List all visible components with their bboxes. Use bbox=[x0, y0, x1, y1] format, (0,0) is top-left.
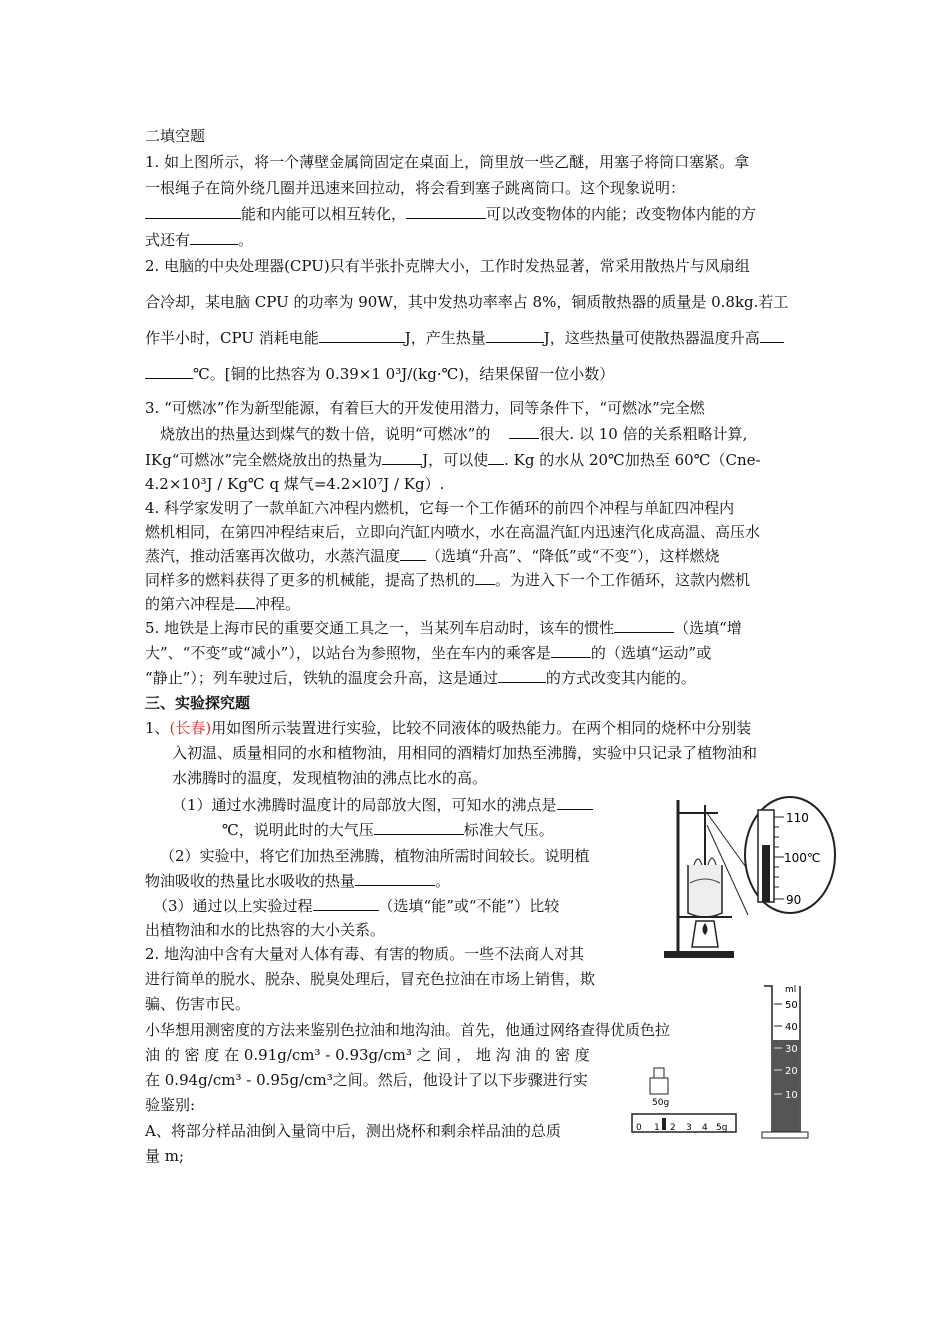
section3-title: 三、实验探究题 bbox=[145, 694, 251, 712]
s3q1-line2: 入初温、质量相同的水和植物油，用相同的酒精灯加热至沸腾，实验中只记录了植物油和 bbox=[172, 744, 758, 762]
svg-text:3: 3 bbox=[686, 1123, 692, 1133]
q1-line4: 式还有 。 bbox=[145, 231, 254, 249]
s3q2-line8: A、将部分样品油倒入量筒中后，测出烧杯和剩余样品油的总质 bbox=[145, 1122, 561, 1140]
s3q1-line1: 1、(长春)用如图所示装置进行实验，比较不同液体的吸热能力。在两个相同的烧杯中分别装 bbox=[145, 719, 752, 737]
svg-text:2: 2 bbox=[670, 1123, 676, 1133]
q5-line1: 5. 地铁是上海市民的重要交通工具之一，当某列车启动时，该车的惯性 （选填“增 bbox=[145, 619, 742, 637]
s3q2-line5: 油 的 密 度 在 0.91g/cm³ - 0.93g/cm³ 之 间 ， 地 沟 油 的 密 度 bbox=[145, 1046, 590, 1064]
q1-line1: 1. 如上图所示，将一个薄壁金属筒固定在桌面上，筒里放一些乙醚，用塞子将筒口塞紧。拿 bbox=[145, 153, 750, 171]
s3q1-2-line1: （2）实验中，将它们加热至沸腾，植物油所需时间较长。说明植 bbox=[160, 847, 590, 865]
q4-line2: 燃机相同，在第四冲程结束后，立即向汽缸内喷水，水在高温汽缸内迅速汽化成高温、高压水 bbox=[145, 523, 761, 541]
q5-line3: “静止”）；列车驶过后，铁轨的温度会升高，这是通过 的方式改变其内能的。 bbox=[145, 669, 696, 687]
q2-line4: ℃。[铜的比热容为 0.39×1 0³J/(kg·℃)，结果保留一位小数） bbox=[145, 364, 614, 384]
svg-text:10: 10 bbox=[785, 1090, 798, 1101]
graduated-cylinder-figure bbox=[760, 982, 810, 1142]
s3q1-line3: 水沸腾时的温度，发现植物油的沸点比水的高。 bbox=[172, 769, 488, 787]
q4-line3: 蒸汽，推动活塞再次做功，水蒸汽温度 （选填“升高”、“降低”或“不变”），这样燃烧 bbox=[145, 547, 720, 565]
weight-label: 50g bbox=[652, 1098, 670, 1108]
cylinder-unit: ml bbox=[785, 985, 797, 995]
thermo-label-100: 100℃ bbox=[784, 851, 821, 865]
svg-text:20: 20 bbox=[785, 1066, 798, 1077]
svg-text:40: 40 bbox=[785, 1022, 798, 1033]
svg-text:4: 4 bbox=[702, 1123, 708, 1133]
s3q2-line6: 在 0.94g/cm³ - 0.95g/cm³之间。然后，他设计了以下步骤进行实 bbox=[145, 1071, 588, 1089]
s3q2-line7: 验鉴别: bbox=[145, 1096, 196, 1114]
q3-line1: 3. “可燃冰”作为新型能源，有着巨大的开发使用潜力，同等条件下，“可燃冰”完全燃 bbox=[145, 399, 705, 417]
q4-line5: 的第六冲程是 冲程。 bbox=[145, 595, 301, 613]
svg-text:1: 1 bbox=[654, 1123, 660, 1133]
q4-line1: 4. 科学家发明了一款单缸六冲程内燃机，它每一个工作循环的前四个冲程与单缸四冲程内 bbox=[145, 499, 735, 517]
s3q1-1-line1: （1）通过水沸腾时温度计的局部放大图，可知水的沸点是 bbox=[172, 795, 593, 815]
s3q1-2-line2: 物油吸收的热量比水吸收的热量 。 bbox=[145, 872, 451, 890]
q1-line2: 一根绳子在筒外绕几圈并迅速来回拉动，将会看到塞子跳离筒口。这个现象说明： bbox=[145, 179, 686, 197]
thermo-label-110: 110 bbox=[786, 811, 809, 825]
s3q2-line4: 小华想用测密度的方法来鉴别色拉油和地沟油。首先，他通过网络查得优质色拉 bbox=[145, 1021, 671, 1039]
thermo-label-90: 90 bbox=[786, 893, 802, 907]
q3-line3: IKg“可燃冰”完全燃烧放出的热量为 J，可以使 . Kg 的水从 20℃加热至 60℃（Cne- bbox=[145, 451, 761, 469]
svg-text:0: 0 bbox=[636, 1123, 642, 1133]
q2-line2: 合冷却，某电脑 CPU 的功率为 90W，其中发热功率率占 8%，铜质散热器的质量是 0.8kg.若工 bbox=[145, 293, 789, 311]
weight-and-scale-figure bbox=[628, 1058, 740, 1138]
s3q2-line3: 骗、伤害市民。 bbox=[145, 995, 251, 1013]
section2-title: 二填空题 bbox=[145, 127, 206, 145]
q5-line2: 大”、“不变”或“减小”），以站台为参照物，坐在车内的乘客是 的（选填“运动”或 bbox=[145, 644, 712, 662]
s3q2-line9: 量 m; bbox=[145, 1147, 185, 1165]
q2-line3: 作半小时，CPU 消耗电能 J，产生热量 J，这些热量可使散热器温度升高 bbox=[145, 328, 784, 348]
q2-line1: 2. 电脑的中央处理器(CPU)只有半张扑克牌大小，工作时发热显著，常采用散热片与风扇组 bbox=[145, 257, 750, 275]
q3-line2: 烧放出的热量达到煤气的数十倍，说明“可燃冰”的 很大. 以 10 倍的关系粗略计算, bbox=[160, 425, 748, 443]
s3q1-3-line2: 出植物油和水的比热容的大小关系。 bbox=[145, 921, 386, 939]
s3q1-3-line1: （3）通过以上实验过程 （选填“能”或“不能”）比较 bbox=[153, 897, 560, 915]
q1-line3: 能和内能可以相互转化， 可以改变物体的内能；改变物体内能的方 bbox=[145, 204, 756, 224]
svg-text:50: 50 bbox=[785, 1000, 798, 1011]
s3q2-line1: 2. 地沟油中含有大量对人体有毒、有害的物质。一些不法商人对其 bbox=[145, 945, 585, 963]
svg-text:30: 30 bbox=[785, 1044, 798, 1055]
boiling-apparatus-figure bbox=[650, 795, 840, 965]
svg-text:5g: 5g bbox=[716, 1123, 728, 1133]
q3-line4: 4.2×10³J / Kg℃ q 煤气=4.2×l0⁷J / Kg）. bbox=[145, 475, 445, 493]
s3q2-line2: 进行简单的脱水、脱杂、脱臭处理后，冒充色拉油在市场上销售，欺 bbox=[145, 970, 596, 988]
s3q1-1-line2: ℃，说明此时的大气压 标准大气压。 bbox=[222, 821, 554, 839]
q4-line4: 同样多的燃料获得了更多的机械能，提高了热机的 。为进入下一个工作循环，这款内燃机 bbox=[145, 571, 751, 589]
